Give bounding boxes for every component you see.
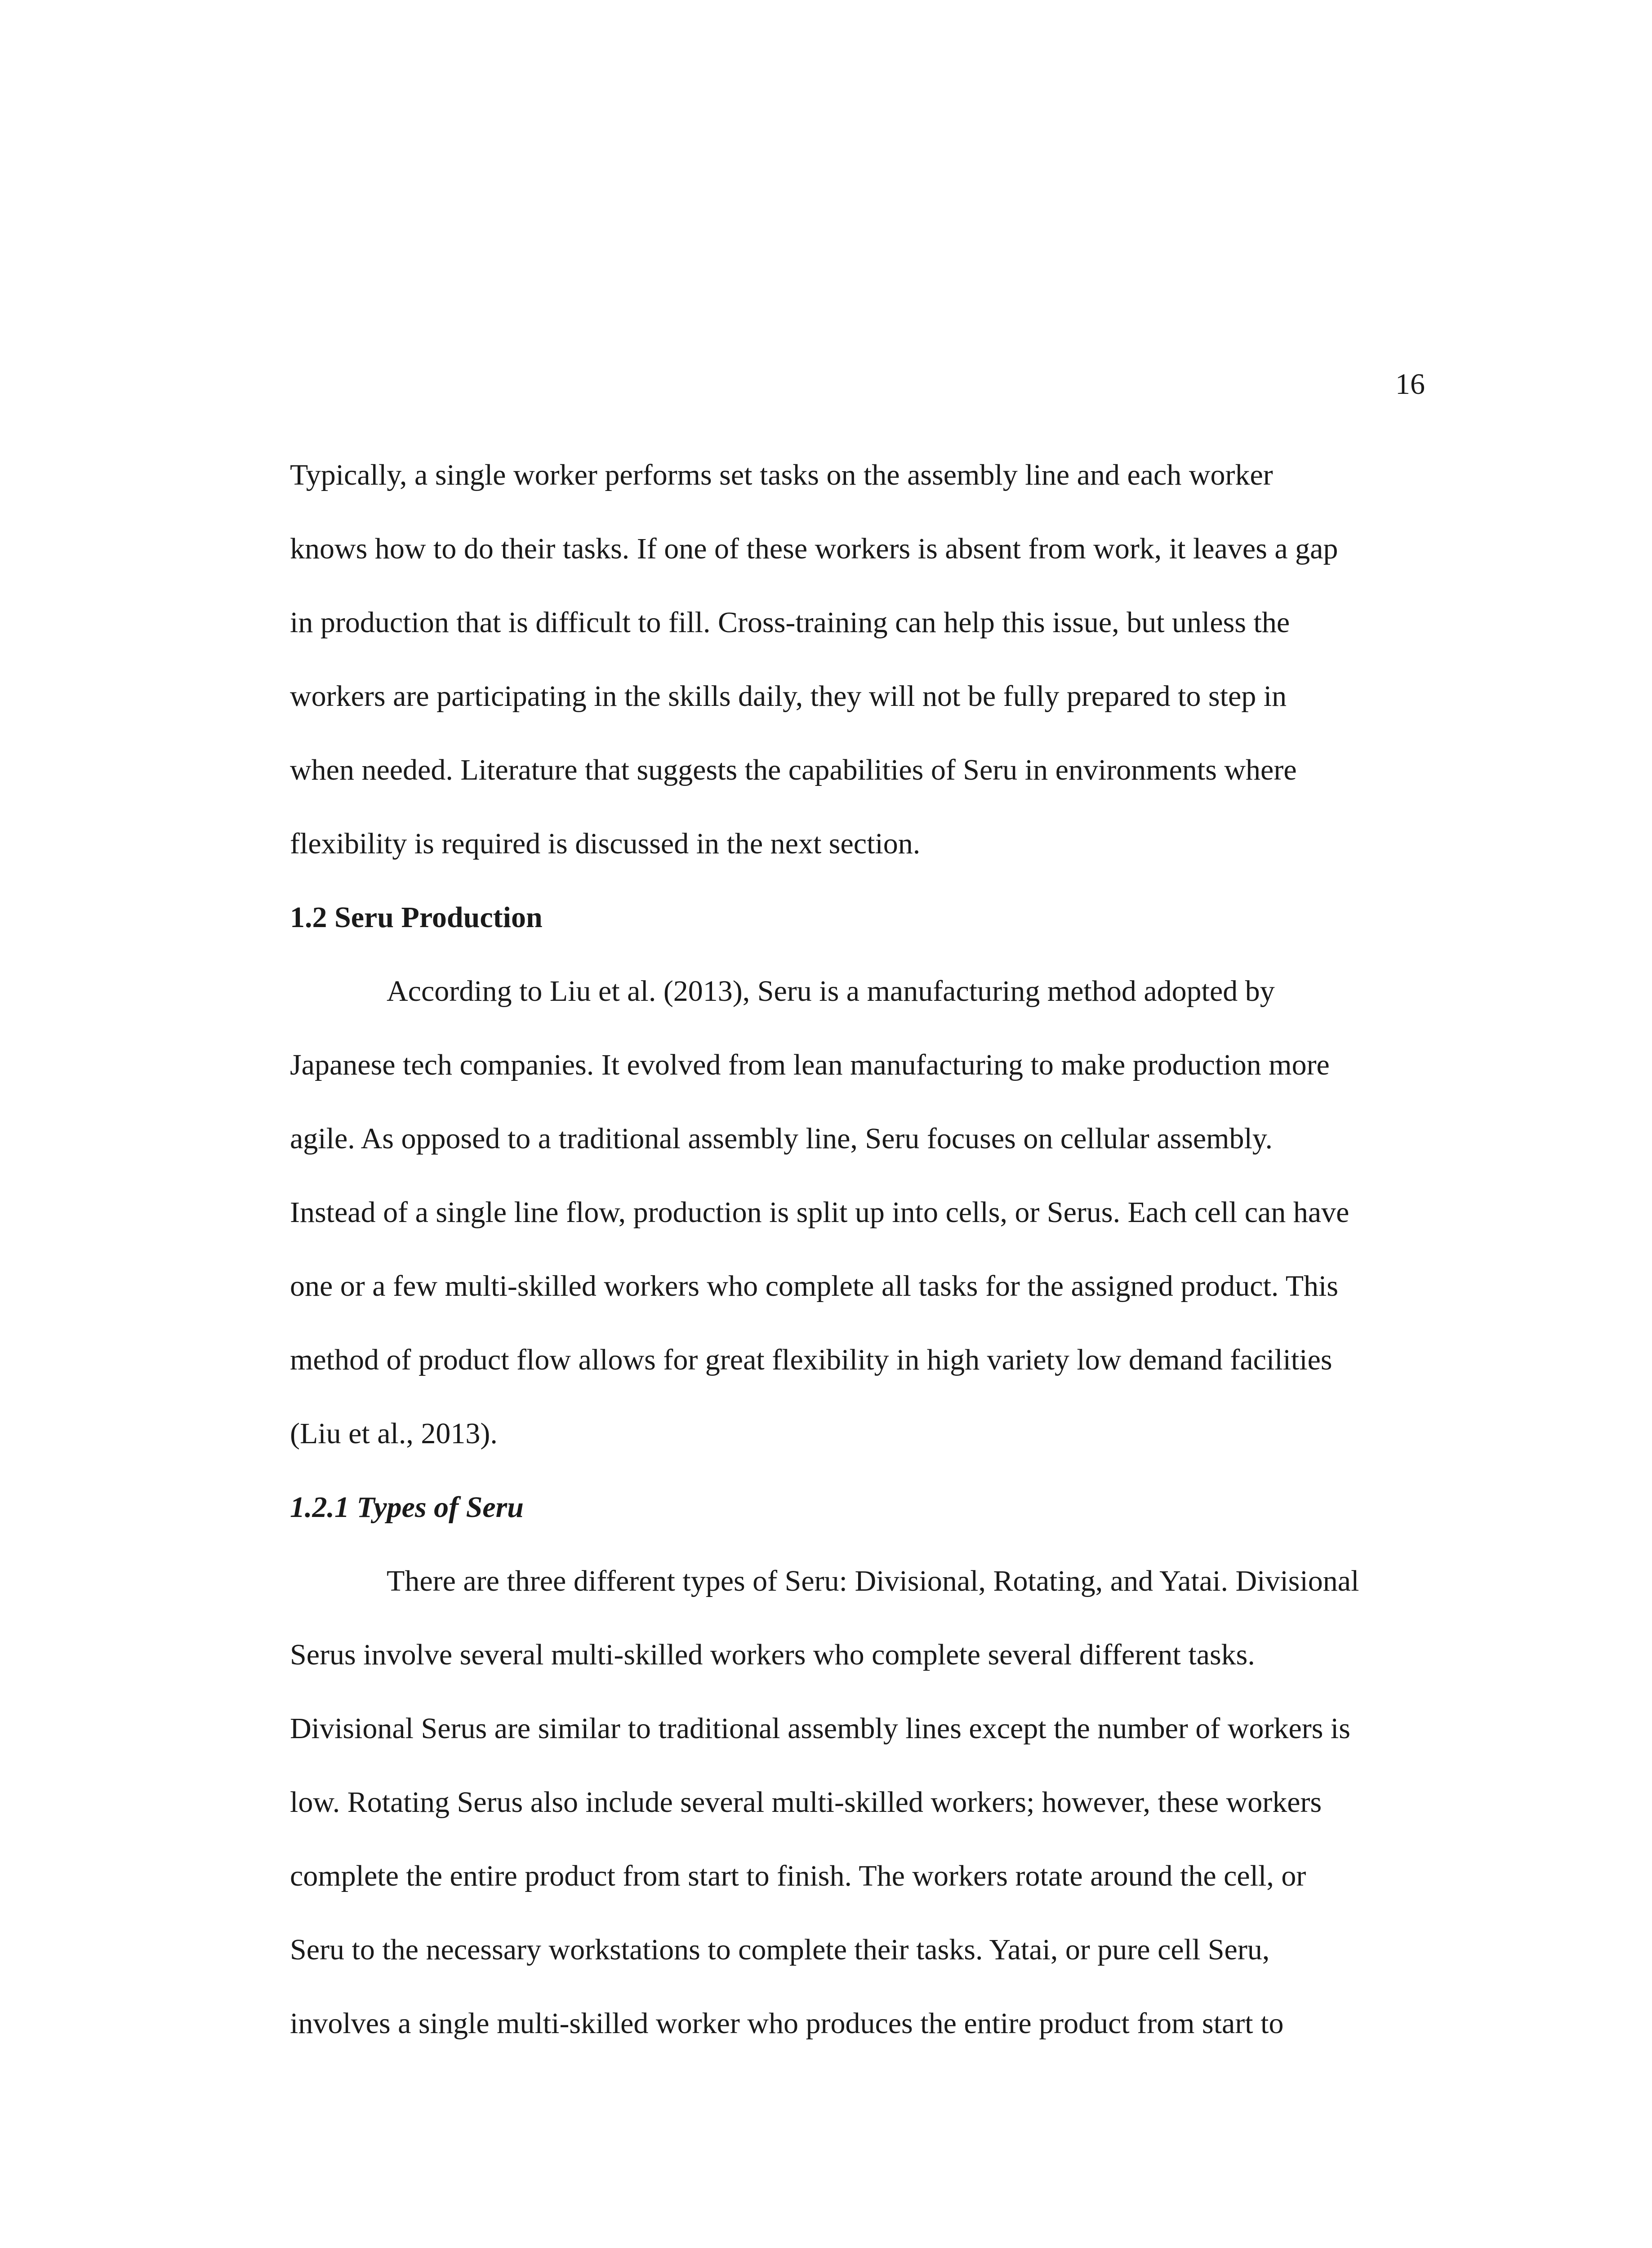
paragraph-line: when needed. Literature that suggests the capabilities of Seru in environments where <box>290 754 1297 786</box>
paragraph-line: Japanese tech companies. It evolved from lean manufacturing to make production more <box>290 1048 1330 1081</box>
section-heading: 1.2 Seru Production <box>290 901 543 934</box>
paragraph-line: Divisional Serus are similar to traditional assembly lines except the number of workers is <box>290 1712 1350 1745</box>
paragraph-line: method of product flow allows for great flexibility in high variety low demand facilities <box>290 1343 1332 1376</box>
paragraph-typically <box>290 438 1441 881</box>
paragraph-line: low. Rotating Serus also include several multi-skilled workers; however, these workers <box>290 1786 1322 1819</box>
paragraph-seru-production <box>290 955 1441 1471</box>
paragraph-line: complete the entire product from start to finish. The workers rotate around the cell, or <box>290 1860 1306 1892</box>
paragraph-line: (Liu et al., 2013). <box>290 1417 498 1450</box>
text-body <box>290 438 1441 2061</box>
paragraph-line: one or a few multi-skilled workers who complete all tasks for the assigned product. This <box>290 1270 1339 1302</box>
paragraph-line: agile. As opposed to a traditional assembly line, Seru focuses on cellular assembly. <box>290 1122 1273 1155</box>
paragraph-line: According to Liu et al. (2013), Seru is a manufacturing method adopted by <box>387 975 1275 1008</box>
paragraph-line: involves a single multi-skilled worker who produces the entire product from start to <box>290 2007 1284 2040</box>
paragraph-line: Typically, a single worker performs set tasks on the assembly line and each worker <box>290 459 1273 491</box>
paragraph-line: in production that is difficult to fill. Cross-training can help this issue, but unless the <box>290 606 1290 639</box>
paragraph-types-of-seru <box>290 1544 1441 2061</box>
paragraph-line: knows how to do their tasks. If one of these workers is absent from work, it leaves a gap <box>290 532 1338 565</box>
paragraph-line: workers are participating in the skills daily, they will not be fully prepared to step in <box>290 680 1287 713</box>
subsection-heading: 1.2.1 Types of Seru <box>290 1491 524 1524</box>
paragraph-line: flexibility is required is discussed in the next section. <box>290 827 921 860</box>
page-number: 16 <box>1395 368 1425 401</box>
paragraph-line: Serus involve several multi-skilled workers who complete several different tasks. <box>290 1638 1255 1671</box>
paragraph-line: Instead of a single line flow, production is split up into cells, or Serus. Each cell can have <box>290 1196 1349 1229</box>
paragraph-line: There are three different types of Seru: Divisional, Rotating, and Yatai. Divisional <box>387 1565 1359 1597</box>
paragraph-line: Seru to the necessary workstations to complete their tasks. Yatai, or pure cell Seru, <box>290 1933 1270 1966</box>
